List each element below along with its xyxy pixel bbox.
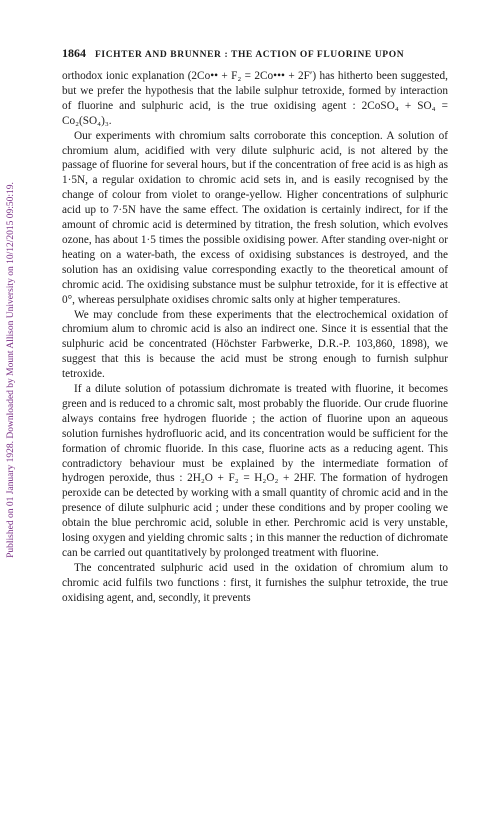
page-header bbox=[62, 46, 448, 61]
paragraph: The concentrated sulphuric acid used in the oxidation of chromium alum to chromic acid fulfils two functions : first, it furnishes the sulphur tetroxide, the true oxidising agent, and, secondly, it prevents bbox=[62, 561, 448, 604]
journal-page bbox=[62, 46, 448, 606]
paragraph: If a dilute solution of potassium dichromate is treated with fluorine, it becomes green and is reduced to a chromic salt, most probably the fluoride. Our crude fluorine always contains free hydrogen fluoride ; the action of fluorine upon an aqueous solution furnishes hydrofluoric acid, and its concentration would be sufficient for the formation of chromic fluoride. In this case, fluorine acts as a reducing agent. This contradictory behaviour must be explained by the intermediate formation of hydrogen peroxide, thus : 2H₂O + F₂ = H₂O₂ + 2HF. The formation of hydrogen peroxide can be detected by working with a small quantity of chromic acid and in the presence of dilute sulphuric acid ; under these conditions and by proper cooling we obtain the blue perchromic acid, soluble in ether. Perchromic acid is very unstable, losing oxygen and yielding chromic salts ; in this manner the reduction of dichromate can be carried out quantitatively by prolonged treatment with fluorine. bbox=[62, 383, 448, 559]
paragraph: orthodox ionic explanation (2Co•• + F₂ = 2Co••• + 2F′) has hitherto been suggested, but we prefer the hypothesis that the labile sulphur tetroxide, formed by interaction of fluorine and sulphuric acid, is the true oxidising agent : 2CoSO₄ + SO₄ = Co₂(SO₄)₃. bbox=[62, 70, 448, 127]
publication-side-note bbox=[4, 110, 18, 630]
paragraph: Our experiments with chromium salts corroborate this conception. A solution of chromium alum, acidified with very dilute sulphuric acid, is not altered by the passage of fluorine for several hours, but if the concentration of free acid is as high as 1·5N, a regular oxidation to chromic acid sets in, and is easily recognised by the change of colour from violet to orange-yellow. Higher concentrations of sulphuric acid up to 7·5N have the same effect. The oxidation is certainly indirect, for if the amount of chromic acid is determined by titration, the fresh solution, which evolves ozone, has about 1·5 times the possible oxidising power. After standing over-night or heating on a water-bath, the excess of oxidising substances is destroyed, and the solution has an oxidising value corresponding exactly to the theoretical amount of chromic acid. The oxidising substance must be sulphur tetroxide, for it is effective at 0°, whereas persulphate oxidises chromic salts only at higher temperatures. bbox=[62, 129, 448, 306]
page-number: 1864 bbox=[62, 46, 86, 60]
paragraph: We may conclude from these experiments that the electrochemical oxidation of chromium alum to chromic acid is also an indirect one. Since it is essential that the sulphuric acid be concentrated (Höchster Farbwerke, D.R.-P. 103,860, 1898), we suggest that this is because the acid must be strong enough to furnish sulphur tetroxide. bbox=[62, 308, 448, 381]
running-title: FICHTER AND BRUNNER : THE ACTION OF FLUORINE UPON bbox=[95, 50, 405, 60]
side-note-text: Published on 01 January 1928. Downloaded by Mount Allison University on 10/12/2015 09:50:19. bbox=[6, 182, 17, 558]
